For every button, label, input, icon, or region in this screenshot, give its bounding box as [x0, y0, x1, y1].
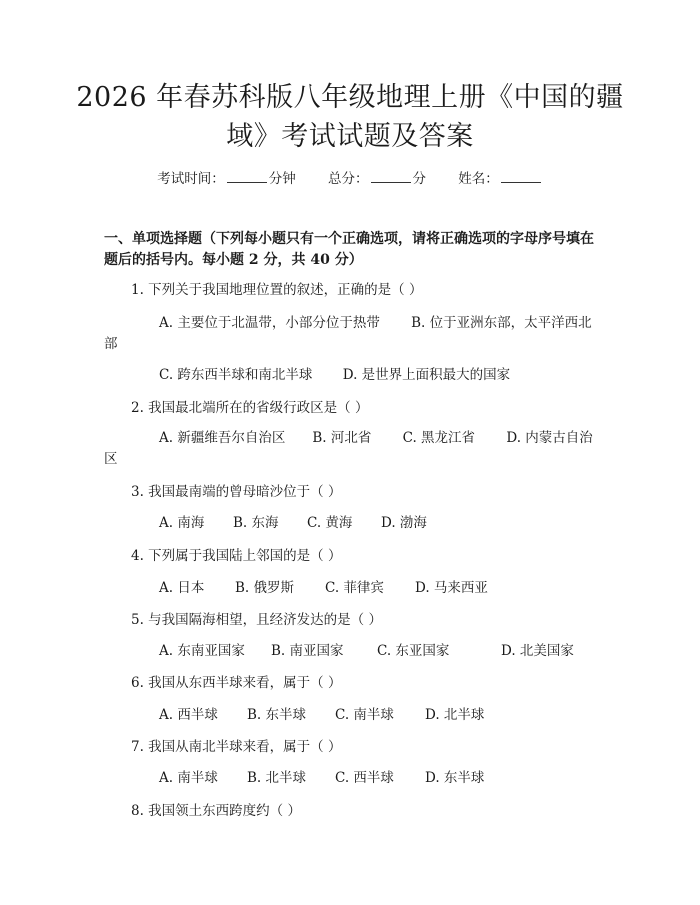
option[interactable]: C. 黄海	[307, 515, 353, 531]
question-options	[159, 705, 484, 725]
question-stem: 3. 我国最南端的曾母暗沙位于（ ）	[131, 484, 342, 500]
option[interactable]: A. 南半球	[159, 770, 218, 786]
option[interactable]: A. 南海	[159, 515, 205, 531]
option[interactable]: D. 是世界上面积最大的国家	[342, 367, 511, 383]
exam-score	[328, 168, 426, 189]
option[interactable]: B. 俄罗斯	[235, 580, 295, 596]
question-options: A. 新疆维吾尔自治区 B. 河北省 C. 黑龙江省 D. 内蒙古自治区	[104, 430, 593, 467]
score-unit: 分	[412, 171, 426, 187]
question-options	[159, 578, 488, 598]
document-title	[70, 78, 630, 156]
option[interactable]: D. 北美国家	[501, 643, 574, 659]
name-blank[interactable]	[501, 168, 541, 183]
question-stem: 6. 我国从东西半球来看，属于（ ）	[131, 675, 342, 691]
option[interactable]: C. 东亚国家	[377, 643, 450, 659]
question-stem: 1. 下列关于我国地理位置的叙述，正确的是（ ）	[131, 282, 423, 298]
exam-name	[458, 168, 543, 189]
option[interactable]: C. 跨东西半球和南北半球	[159, 367, 313, 383]
exam-meta	[0, 168, 700, 189]
option[interactable]: A. 日本	[159, 580, 205, 596]
option[interactable]: B. 北半球	[247, 770, 307, 786]
score-label: 总分：	[328, 171, 369, 187]
option[interactable]: C. 西半球	[335, 770, 394, 786]
section-heading: 一、单项选择题（下列每小题只有一个正确选项，请将正确选项的字母序号填在题后的括号内。每小题 2 分，共 40 分）	[104, 231, 594, 268]
question-stem: 8. 我国领土东西跨度约（ ）	[131, 803, 301, 819]
option[interactable]: A. 西半球	[159, 707, 218, 723]
question-stem: 5. 与我国隔海相望，且经济发达的是（ ）	[131, 612, 382, 628]
title-line-1: 2026 年春苏科版八年级地理上册《中国的疆	[76, 82, 624, 113]
option[interactable]: C. 菲律宾	[325, 580, 384, 596]
question-stem: 7. 我国从南北半球来看，属于（ ）	[131, 739, 342, 755]
option[interactable]: D. 东半球	[425, 770, 485, 786]
question-options	[159, 513, 427, 533]
option[interactable]: D. 北半球	[425, 707, 485, 723]
question-stem: 2. 我国最北端所在的省级行政区是（ ）	[131, 400, 369, 416]
name-label: 姓名：	[458, 171, 499, 187]
option[interactable]: D. 马来西亚	[415, 580, 488, 596]
option[interactable]: B. 东海	[233, 515, 279, 531]
time-label: 考试时间：	[157, 171, 225, 187]
option[interactable]: B. 南亚国家	[271, 643, 344, 659]
score-blank[interactable]	[371, 168, 411, 183]
question-options	[159, 365, 510, 385]
question-options: A. 主要位于北温带，小部分位于热带 B. 位于亚洲东部，太平洋西北部	[104, 315, 592, 352]
option[interactable]: A. 东南亚国家	[159, 643, 245, 659]
title-line-2: 域》考试试题及答案	[226, 121, 474, 152]
option[interactable]: B. 东半球	[247, 707, 307, 723]
option[interactable]: D. 渤海	[381, 515, 427, 531]
exam-time	[157, 168, 296, 189]
time-unit: 分钟	[268, 171, 296, 187]
question-options	[159, 641, 574, 661]
option[interactable]: C. 南半球	[335, 707, 394, 723]
question-stem: 4. 下列属于我国陆上邻国的是（ ）	[131, 548, 342, 564]
time-blank[interactable]	[227, 168, 267, 183]
question-options	[159, 768, 484, 788]
